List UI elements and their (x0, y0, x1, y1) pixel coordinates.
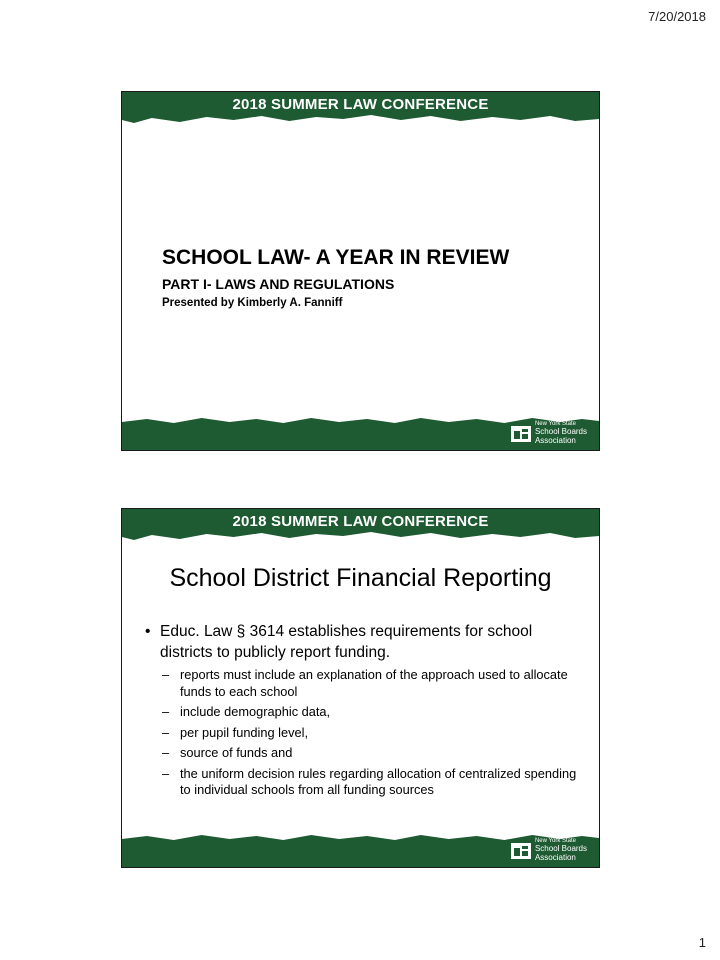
sub-bullet-item (142, 745, 582, 762)
bullet-item (142, 621, 582, 663)
sub-bullet-text: reports must include an explanation of the approach used to allocate funds to each school (180, 667, 568, 699)
logo-line-3: Association (534, 852, 576, 862)
slide-subtitle: PART I- LAWS AND REGULATIONS (162, 276, 395, 292)
slide-body (142, 621, 582, 803)
logo-line-1: New York State (534, 837, 576, 844)
logo-line-2: School Boards (534, 427, 587, 437)
dash-icon: – (162, 724, 170, 740)
logo-line-3: Association (534, 435, 576, 445)
sub-bullet-item (142, 766, 582, 799)
sub-bullet-text: the uniform decision rules regarding allocation of centralized spending to individual schools from all funding sources (180, 765, 577, 797)
nyssba-logo (510, 420, 587, 446)
slide-presenter: Presented by Kimberly A. Fanniff (162, 297, 343, 309)
sub-bullet-item (142, 667, 582, 700)
nyssba-logo (510, 837, 587, 863)
dash-icon: – (162, 704, 170, 719)
bullet-dot-icon: • (145, 623, 151, 640)
slide-header-title: 2018 SUMMER LAW CONFERENCE (232, 96, 489, 113)
sub-bullet-text: source of funds and (180, 745, 293, 760)
sub-bullet-text: per pupil funding level, (180, 724, 309, 740)
page-date: 7/20/2018 (648, 9, 706, 24)
slide-title: SCHOOL LAW- A YEAR IN REVIEW (162, 246, 510, 269)
dash-icon: – (162, 765, 170, 781)
dash-icon: – (162, 667, 170, 682)
sub-bullet-item (142, 725, 582, 742)
logo-line-1: New York State (534, 420, 576, 427)
sub-bullet-text: include demographic data, (180, 704, 331, 719)
sub-bullet-list (142, 667, 582, 799)
school-building-icon (510, 422, 532, 444)
slide-header-title: 2018 SUMMER LAW CONFERENCE (232, 513, 489, 530)
bullet-text: Educ. Law § 3614 establishes requirements for school districts to publicly report funding. (160, 623, 533, 661)
slide-title: School District Financial Reporting (169, 564, 552, 592)
slide-1 (121, 91, 600, 451)
school-building-icon (510, 839, 532, 861)
logo-line-2: School Boards (534, 844, 587, 854)
sub-bullet-item (142, 704, 582, 721)
page-number: 1 (698, 935, 706, 950)
slide-2 (121, 508, 600, 868)
dash-icon: – (162, 745, 170, 760)
